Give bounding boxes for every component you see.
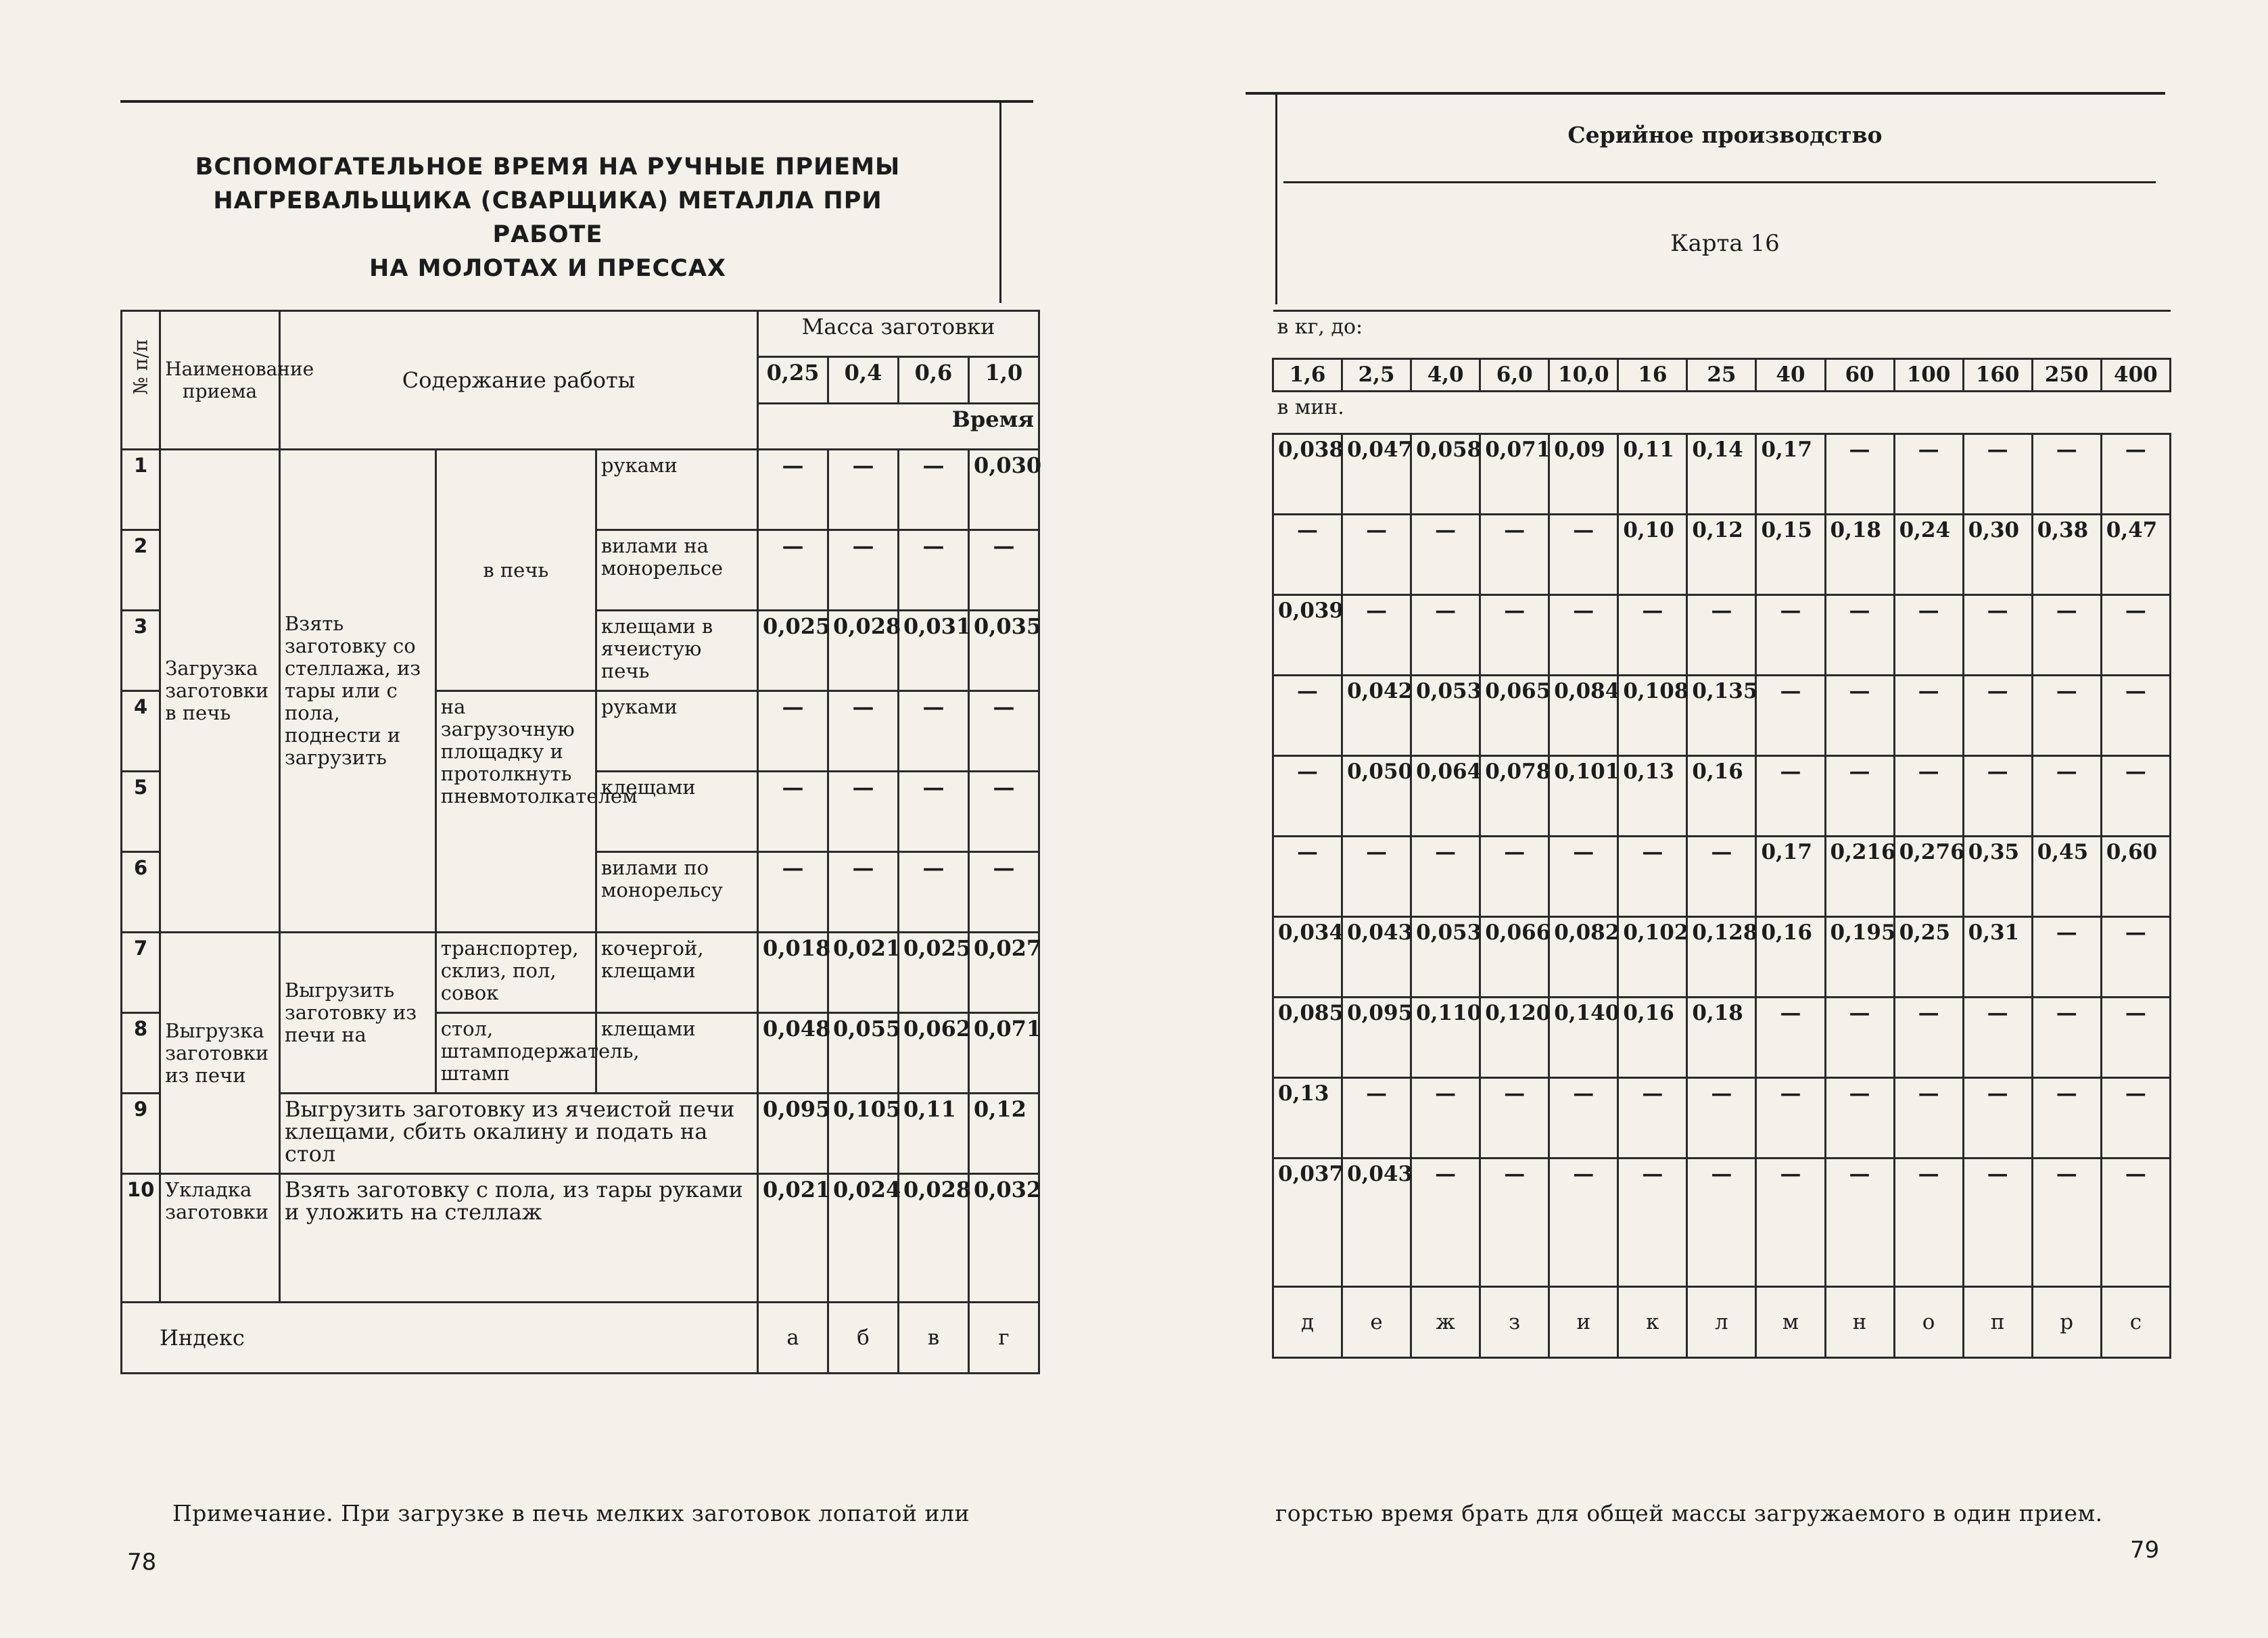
num-col-header: № п/п [122, 311, 160, 450]
row-number: 3 [122, 611, 160, 691]
value-cell: — [1273, 756, 1342, 837]
value-cell: 0,035 [968, 611, 1039, 691]
value-cell: 0,032 [968, 1174, 1039, 1303]
time-unit-label: в мин. [1273, 392, 2171, 434]
index-letter: н [1825, 1287, 1894, 1358]
value-cell: 0,021 [758, 1174, 828, 1303]
value-cell: 0,095 [758, 1094, 828, 1174]
value-cell: — [1825, 756, 1894, 837]
content-into-furnace: в печь [435, 450, 596, 691]
value-cell: — [1825, 998, 1894, 1078]
mass-header: Масса заготовки [758, 311, 1039, 357]
top-rule-left [120, 100, 1033, 103]
value-cell: — [1480, 1078, 1549, 1159]
footnote-right: горстью время брать для общей массы загружаемого в один прием. [1275, 1500, 2103, 1526]
value-cell: 0,025 [758, 611, 828, 691]
index-letter: д [1273, 1287, 1342, 1358]
value-cell: — [2101, 917, 2170, 998]
value-cell: 0,15 [1756, 515, 1825, 595]
value-cell: 0,30 [1963, 515, 2032, 595]
production-label: Серийное производство [1567, 122, 1883, 148]
index-letter: б [828, 1303, 899, 1374]
value-cell: — [2101, 998, 2170, 1078]
value-cell: 0,16 [1756, 917, 1825, 998]
value-cell: — [1549, 595, 1618, 676]
value-cell: — [968, 772, 1039, 852]
index-letter: з [1480, 1287, 1549, 1358]
value-cell: 0,050 [1342, 756, 1411, 837]
index-letter: м [1756, 1287, 1825, 1358]
value-cell: 0,037 [1273, 1159, 1342, 1287]
value-cell: — [828, 772, 899, 852]
value-cell: — [1618, 1159, 1687, 1287]
value-cell: — [2032, 434, 2101, 515]
method-cell: клещами в ячеистую печь [596, 611, 757, 691]
value-cell: 0,024 [828, 1174, 899, 1303]
value-cell: — [1963, 434, 2032, 515]
value-cell: — [1480, 837, 1549, 917]
value-cell: 0,105 [828, 1094, 899, 1174]
index-row [122, 1303, 1039, 1374]
index-letter: и [1549, 1287, 1618, 1358]
value-cell: 0,031 [898, 611, 968, 691]
row-number: 8 [122, 1013, 160, 1094]
value-cell: 0,071 [968, 1013, 1039, 1094]
value-cell: — [1342, 595, 1411, 676]
index-letter: р [2032, 1287, 2101, 1358]
card-label: Карта 16 [1670, 230, 1780, 257]
index-letter: в [898, 1303, 968, 1374]
row-number: 2 [122, 530, 160, 611]
title-line-2: НАГРЕВАЛЬЩИКА (СВАРЩИКА) МЕТАЛЛА ПРИ РАБОТЕ [213, 187, 882, 248]
value-cell: — [1687, 837, 1756, 917]
index-label: Индекс [122, 1303, 758, 1374]
right-table-row [1273, 1078, 2171, 1159]
value-cell: 0,16 [1687, 756, 1756, 837]
row-number: 1 [122, 450, 160, 530]
value-cell: 0,10 [1618, 515, 1687, 595]
value-cell: — [1342, 1078, 1411, 1159]
value-cell: 0,14 [1687, 434, 1756, 515]
value-cell: — [1963, 1159, 2032, 1287]
value-cell: — [1687, 595, 1756, 676]
right-header-mass [1273, 311, 2171, 359]
row-number: 6 [122, 852, 160, 933]
value-cell: 0,028 [898, 1174, 968, 1303]
value-cell: — [1273, 515, 1342, 595]
mass-1: 0,4 [828, 357, 899, 403]
value-cell: — [898, 691, 968, 772]
table-row [122, 1174, 1039, 1303]
value-cell: — [1756, 998, 1825, 1078]
page-number-left: 78 [127, 1549, 157, 1576]
value-cell: 0,135 [1687, 676, 1756, 756]
value-cell: — [898, 852, 968, 933]
value-cell: 0,16 [1618, 998, 1687, 1078]
value-cell: 0,24 [1894, 515, 1963, 595]
value-cell: — [2101, 756, 2170, 837]
value-cell: 0,18 [1825, 515, 1894, 595]
value-cell: — [1894, 1159, 1963, 1287]
index-letter: г [968, 1303, 1039, 1374]
method-cell: руками [596, 691, 757, 772]
page-title [162, 150, 933, 285]
method-cell: вилами по монорельсу [596, 852, 757, 933]
left-data-table [120, 310, 1040, 1374]
value-cell: 0,47 [2101, 515, 2170, 595]
value-cell: — [1618, 837, 1687, 917]
value-cell: — [828, 530, 899, 611]
value-cell: — [1894, 756, 1963, 837]
row-number: 5 [122, 772, 160, 852]
value-cell: 0,071 [1480, 434, 1549, 515]
value-cell: — [968, 691, 1039, 772]
value-cell: — [1756, 1159, 1825, 1287]
value-cell: 0,025 [898, 933, 968, 1013]
value-cell: 0,065 [1480, 676, 1549, 756]
value-cell: — [1756, 756, 1825, 837]
index-letter: о [1894, 1287, 1963, 1358]
value-cell: 0,043 [1342, 1159, 1411, 1287]
value-cell: 0,120 [1480, 998, 1549, 1078]
value-cell: 0,09 [1549, 434, 1618, 515]
value-cell: — [1825, 595, 1894, 676]
value-cell: — [2032, 917, 2101, 998]
mass-unit-label: в кг, до: [1273, 311, 2171, 359]
content-table: стол, штамподержатель, штамп [435, 1013, 596, 1094]
right-table-row [1273, 756, 2171, 837]
title-line-1: ВСПОМОГАТЕЛЬНОЕ ВРЕМЯ НА РУЧНЫЕ ПРИЕМЫ [195, 154, 901, 181]
value-cell: 0,039 [1273, 595, 1342, 676]
value-cell: — [1825, 676, 1894, 756]
value-cell: — [1411, 1159, 1480, 1287]
content-unload-blank: Выгрузить заготовку из печи на [279, 933, 435, 1094]
method-cell: клещами [596, 1013, 757, 1094]
index-letter: ж [1411, 1287, 1480, 1358]
right-table-row [1273, 515, 2171, 595]
value-cell: 0,12 [1687, 515, 1756, 595]
value-cell: — [1825, 434, 1894, 515]
row-number: 10 [122, 1174, 160, 1303]
value-cell: — [1756, 676, 1825, 756]
value-cell: 0,13 [1618, 756, 1687, 837]
value-cell: — [1894, 434, 1963, 515]
value-cell: — [1963, 1078, 2032, 1159]
index-letter: с [2101, 1287, 2170, 1358]
value-cell: — [2032, 676, 2101, 756]
value-cell: — [1963, 676, 2032, 756]
method-cell: кочергой, клещами [596, 933, 757, 1013]
value-cell: — [1480, 595, 1549, 676]
value-cell: — [2032, 756, 2101, 837]
value-cell: — [1273, 676, 1342, 756]
right-table-row [1273, 676, 2171, 756]
value-cell: — [828, 450, 899, 530]
value-cell: — [1825, 1159, 1894, 1287]
value-cell: 0,085 [1273, 998, 1342, 1078]
value-cell: 0,084 [1549, 676, 1618, 756]
value-cell: — [1618, 1078, 1687, 1159]
content-to-platform: на загрузочную площадку и протолкнуть пневмотолкателем [435, 691, 596, 933]
right-table-row [1273, 1159, 2171, 1287]
mass-value: 60 [1825, 359, 1894, 392]
value-cell: — [1756, 595, 1825, 676]
mass-2: 0,6 [898, 357, 968, 403]
row-number: 9 [122, 1094, 160, 1174]
value-cell: — [828, 691, 899, 772]
method-cell: руками [596, 450, 757, 530]
value-cell: 0,048 [758, 1013, 828, 1094]
mass-value: 250 [2032, 359, 2101, 392]
value-cell: — [1825, 1078, 1894, 1159]
value-cell: 0,043 [1342, 917, 1411, 998]
value-cell: 0,17 [1756, 434, 1825, 515]
value-cell: 0,11 [898, 1094, 968, 1174]
value-cell: — [1618, 595, 1687, 676]
mass-0: 0,25 [758, 357, 828, 403]
value-cell: 0,276 [1894, 837, 1963, 917]
value-cell: — [898, 772, 968, 852]
mass-value: 100 [1894, 359, 1963, 392]
value-cell: — [2101, 434, 2170, 515]
content-col-header: Содержание работы [279, 311, 757, 450]
value-cell: 0,027 [968, 933, 1039, 1013]
value-cell: 0,030 [968, 450, 1039, 530]
name-col-header: Наименование приема [160, 311, 280, 450]
time-header: Время [758, 403, 1039, 449]
right-table-row [1273, 595, 2171, 676]
value-cell: 0,053 [1411, 917, 1480, 998]
value-cell: — [1411, 515, 1480, 595]
value-cell: 0,078 [1480, 756, 1549, 837]
content-row10: Взять заготовку с пола, из тары руками и уложить на стеллаж [279, 1174, 757, 1303]
value-cell: 0,11 [1618, 434, 1687, 515]
value-cell: 0,055 [828, 1013, 899, 1094]
value-cell: 0,028 [828, 611, 899, 691]
content-row9: Выгрузить заготовку из ячеистой печи клещами, сбить окалину и подать на стол [279, 1094, 757, 1174]
value-cell: 0,216 [1825, 837, 1894, 917]
group-stacking: Укладка заготовки [160, 1174, 280, 1303]
value-cell: — [1894, 595, 1963, 676]
value-cell: — [1894, 1078, 1963, 1159]
value-cell: 0,058 [1411, 434, 1480, 515]
value-cell: — [968, 852, 1039, 933]
value-cell: — [2032, 1159, 2101, 1287]
group-loading: Загрузка заготовки в печь [160, 450, 280, 933]
page-number-right: 79 [2130, 1537, 2160, 1564]
value-cell: — [1411, 837, 1480, 917]
value-cell: 0,102 [1618, 917, 1687, 998]
value-cell: — [758, 691, 828, 772]
mass-value: 25 [1687, 359, 1756, 392]
right-header-time [1273, 392, 2171, 434]
value-cell: — [1480, 1159, 1549, 1287]
value-cell: — [1687, 1159, 1756, 1287]
value-cell: — [1549, 837, 1618, 917]
mass-value: 16 [1618, 359, 1687, 392]
method-cell: клещами [596, 772, 757, 852]
value-cell: — [2032, 998, 2101, 1078]
value-cell: 0,18 [1687, 998, 1756, 1078]
value-cell: 0,13 [1273, 1078, 1342, 1159]
value-cell: 0,38 [2032, 515, 2101, 595]
value-cell: 0,25 [1894, 917, 1963, 998]
value-cell: — [2032, 595, 2101, 676]
value-cell: — [1963, 756, 2032, 837]
value-cell: 0,110 [1411, 998, 1480, 1078]
row-number: 7 [122, 933, 160, 1013]
value-cell: — [898, 450, 968, 530]
title-box-right-border [999, 100, 1001, 303]
value-cell: — [1549, 515, 1618, 595]
value-cell: 0,31 [1963, 917, 2032, 998]
value-cell: — [828, 852, 899, 933]
group-unloading: Выгрузка заготовки из печи [160, 933, 280, 1174]
value-cell: 0,45 [2032, 837, 2101, 917]
value-cell: 0,095 [1342, 998, 1411, 1078]
value-cell: 0,101 [1549, 756, 1618, 837]
mass-value: 2,5 [1342, 359, 1411, 392]
value-cell: — [1480, 515, 1549, 595]
method-cell: вилами на монорельсе [596, 530, 757, 611]
value-cell: 0,034 [1273, 917, 1342, 998]
value-cell: — [758, 852, 828, 933]
content-take-blank: Взять заготовку со стеллажа, из тары или с пола, поднести и загрузить [279, 450, 435, 933]
right-table-row [1273, 434, 2171, 515]
row-number: 4 [122, 691, 160, 772]
value-cell: — [1963, 595, 2032, 676]
value-cell: 0,021 [828, 933, 899, 1013]
content-conveyor: транспортер, склиз, пол, совок [435, 933, 596, 1013]
footnote-left: Примечание. При загрузке в печь мелких заготовок лопатой или [172, 1500, 970, 1526]
value-cell: 0,018 [758, 933, 828, 1013]
mass-value: 40 [1756, 359, 1825, 392]
value-cell: — [898, 530, 968, 611]
value-cell: — [1687, 1078, 1756, 1159]
value-cell: 0,128 [1687, 917, 1756, 998]
value-cell: 0,042 [1342, 676, 1411, 756]
value-cell: — [2032, 1078, 2101, 1159]
right-table-row [1273, 917, 2171, 998]
header-row-mass [122, 311, 1039, 357]
right-data-table [1272, 310, 2171, 1359]
mass-3: 1,0 [968, 357, 1039, 403]
value-cell: — [758, 450, 828, 530]
index-letter: п [1963, 1287, 2032, 1358]
header-mid-rule [1283, 181, 2156, 183]
top-rule-right [1246, 92, 2165, 95]
value-cell: 0,195 [1825, 917, 1894, 998]
value-cell: 0,35 [1963, 837, 2032, 917]
mass-value: 1,6 [1273, 359, 1342, 392]
value-cell: 0,17 [1756, 837, 1825, 917]
value-cell: — [968, 530, 1039, 611]
index-letter: к [1618, 1287, 1687, 1358]
right-table-body [1273, 434, 2171, 1287]
value-cell: — [2101, 1159, 2170, 1287]
value-cell: — [1894, 676, 1963, 756]
index-letter: а [758, 1303, 828, 1374]
value-cell: 0,066 [1480, 917, 1549, 998]
mass-value: 10,0 [1549, 359, 1618, 392]
value-cell: — [2101, 595, 2170, 676]
value-cell: — [758, 772, 828, 852]
value-cell: — [1273, 837, 1342, 917]
value-cell: — [1549, 1078, 1618, 1159]
value-cell: 0,108 [1618, 676, 1687, 756]
value-cell: 0,082 [1549, 917, 1618, 998]
mass-value: 400 [2101, 359, 2170, 392]
right-header-masses [1273, 359, 2171, 392]
value-cell: — [1342, 837, 1411, 917]
value-cell: 0,053 [1411, 676, 1480, 756]
index-letter: л [1687, 1287, 1756, 1358]
value-cell: 0,047 [1342, 434, 1411, 515]
index-letter: е [1342, 1287, 1411, 1358]
value-cell: — [1411, 595, 1480, 676]
value-cell: 0,12 [968, 1094, 1039, 1174]
value-cell: 0,60 [2101, 837, 2170, 917]
value-cell: — [1411, 1078, 1480, 1159]
mass-value: 6,0 [1480, 359, 1549, 392]
mass-value: 4,0 [1411, 359, 1480, 392]
table-row [122, 933, 1039, 1013]
value-cell: — [1894, 998, 1963, 1078]
value-cell: — [1549, 1159, 1618, 1287]
value-cell: 0,038 [1273, 434, 1342, 515]
value-cell: — [1342, 515, 1411, 595]
value-cell: — [2101, 1078, 2170, 1159]
value-cell: — [2101, 676, 2170, 756]
value-cell: — [1963, 998, 2032, 1078]
value-cell: 0,064 [1411, 756, 1480, 837]
right-table-row [1273, 998, 2171, 1078]
title-line-3: НА МОЛОТАХ И ПРЕССАХ [369, 255, 726, 282]
right-index-row [1273, 1287, 2171, 1358]
value-cell: — [1756, 1078, 1825, 1159]
mass-value: 160 [1963, 359, 2032, 392]
value-cell: 0,062 [898, 1013, 968, 1094]
right-table-row [1273, 837, 2171, 917]
value-cell: — [758, 530, 828, 611]
table-row [122, 450, 1039, 530]
value-cell: 0,140 [1549, 998, 1618, 1078]
